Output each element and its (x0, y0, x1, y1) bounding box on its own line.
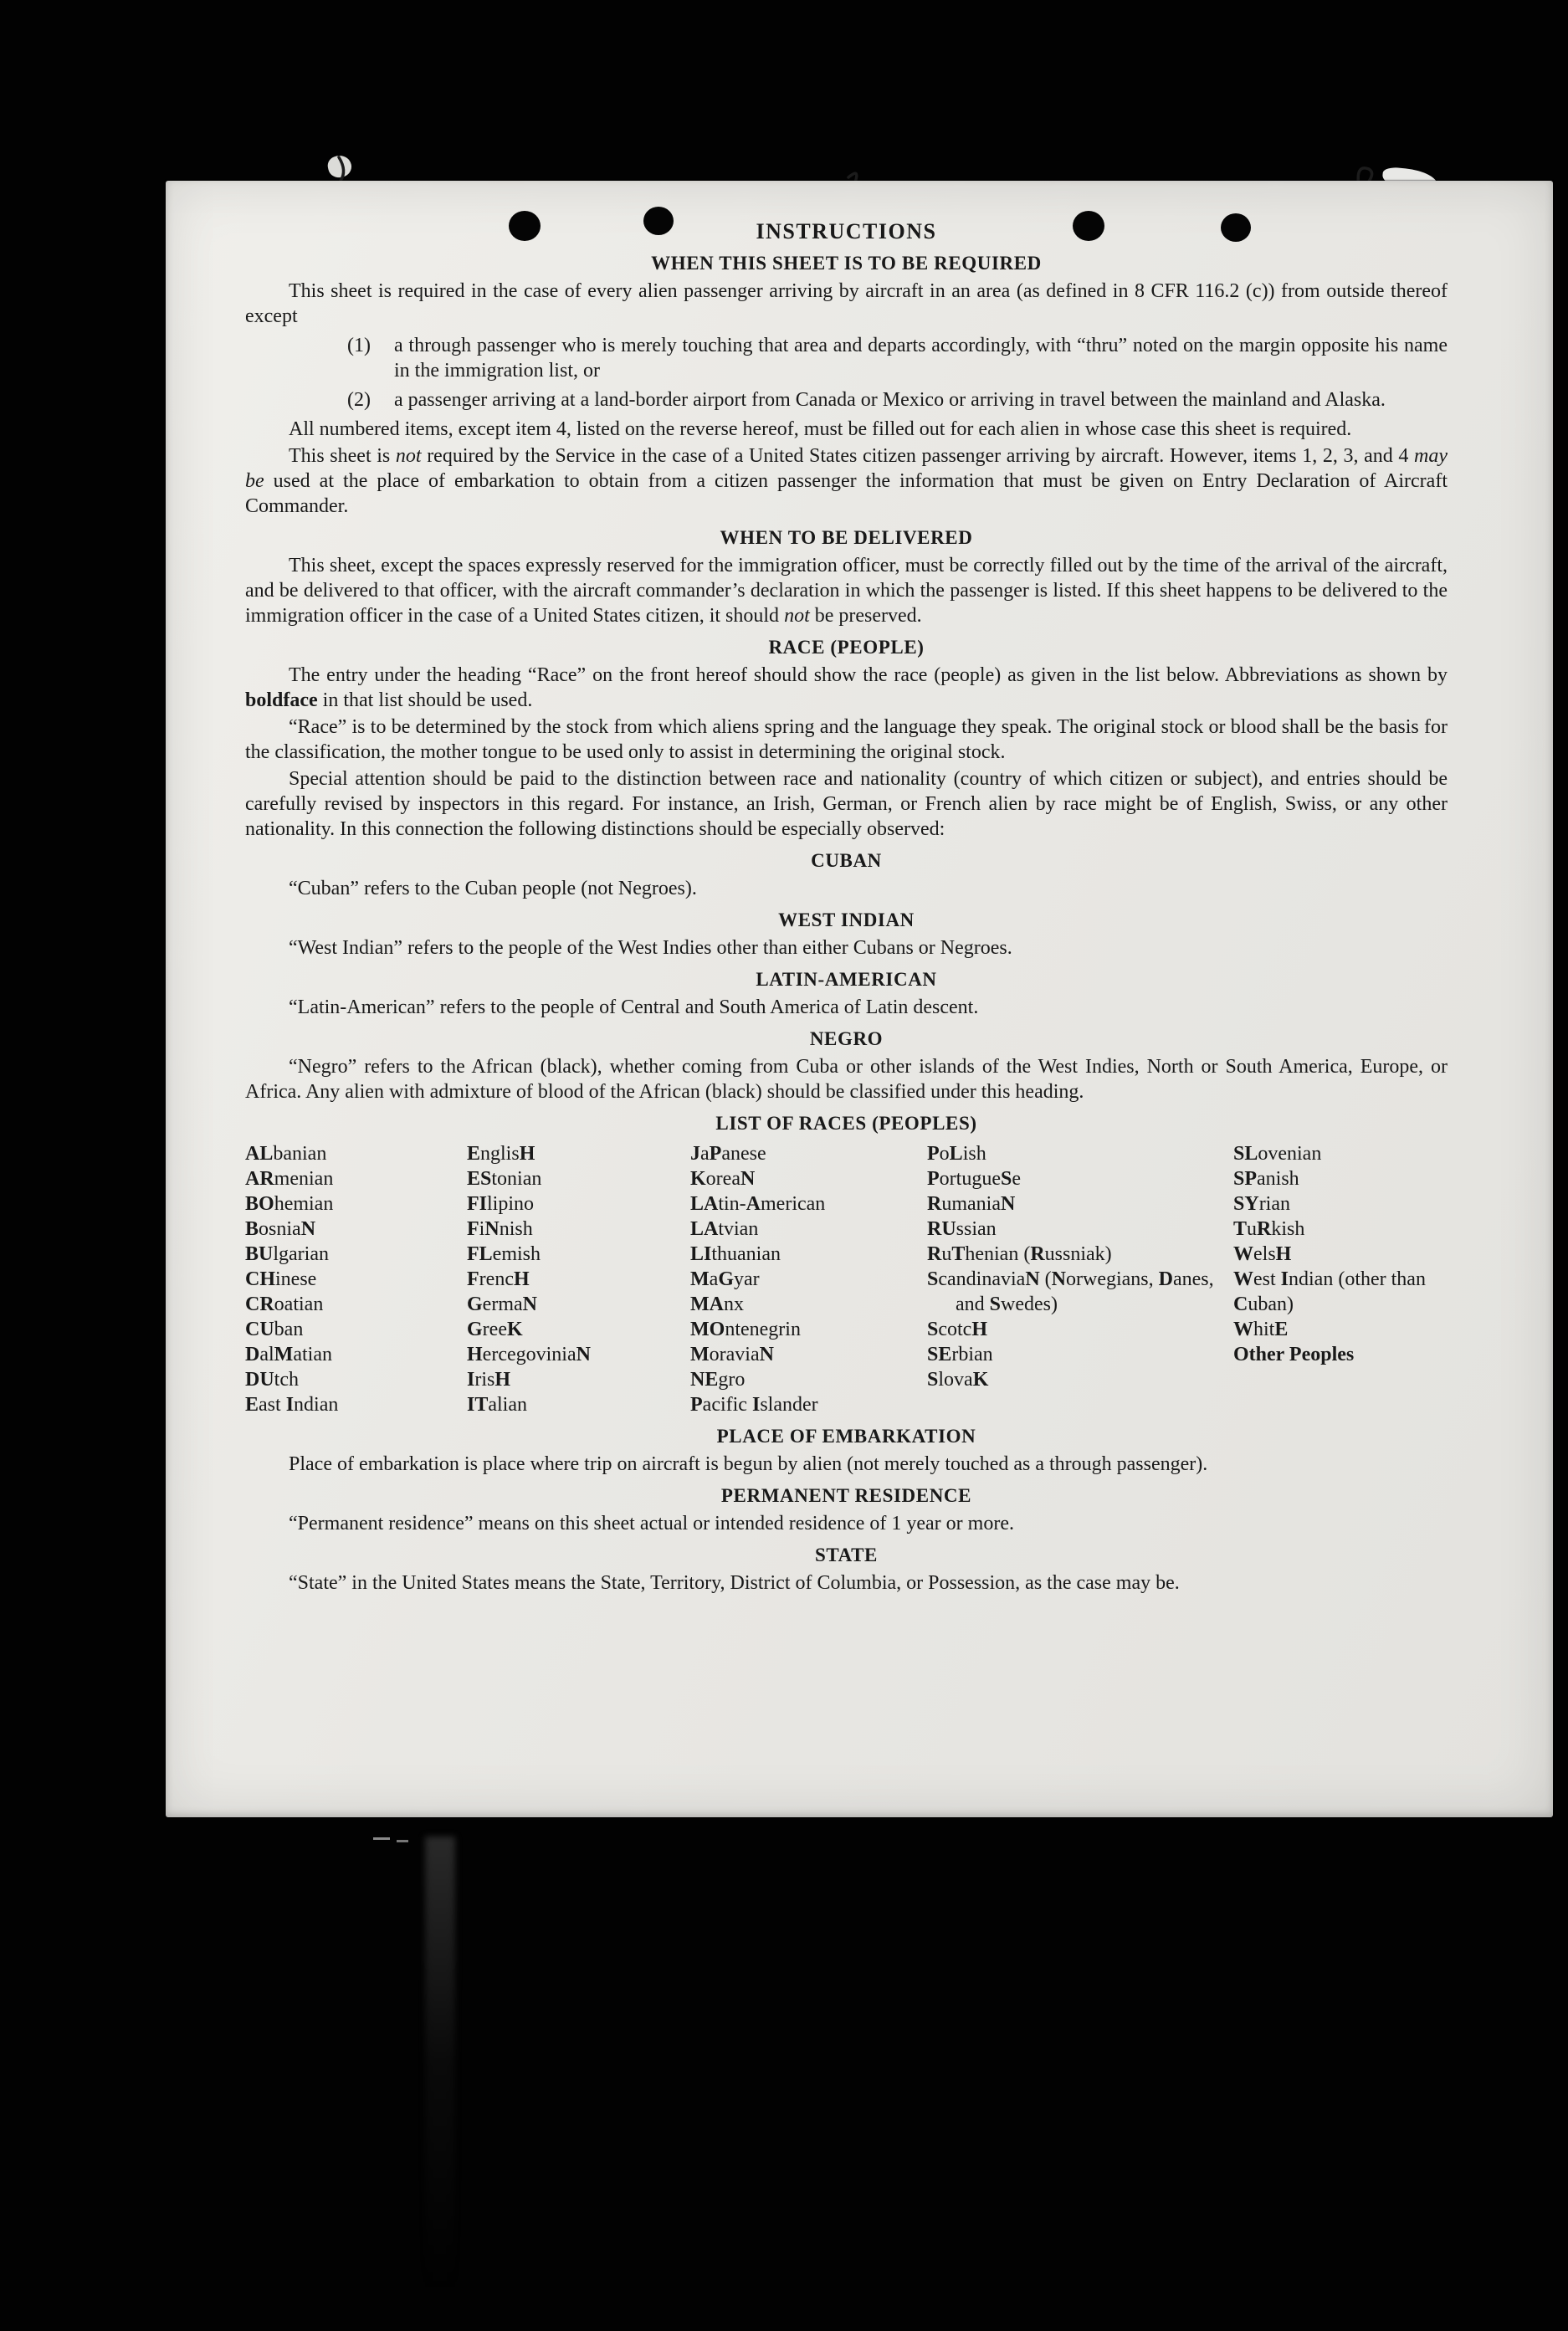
heading-state: STATE (814, 1545, 878, 1565)
paragraph-not-required (245, 443, 1448, 519)
heading-cuban: CUBAN (811, 850, 882, 871)
race-entry: West Indian (other than Cuban) (1233, 1268, 1426, 1315)
paragraph-delivered (245, 553, 1448, 628)
race-entry: ITalian (467, 1394, 527, 1416)
race-entry: RUssian (927, 1218, 997, 1240)
race-entry: SYrian (1233, 1193, 1290, 1215)
race-entry: MaGyar (690, 1268, 760, 1290)
text-run: This sheet, except the spaces expressly reserved for the immigration officer, must be correctly filled out by the time of the arrival of the aircraft, and be delivered to that officer, with the aircraft commander’s declaration in which the passenger is listed. If this sheet happens to be delivered to the immigration officer in the case of a United States citizen, it should (245, 555, 1448, 627)
race-entry: EnglisH (467, 1143, 535, 1165)
item-number: (2) (347, 389, 371, 411)
race-column-5 (1233, 1141, 1448, 1417)
race-entry: PoLish (927, 1143, 986, 1165)
race-entry: BUlgarian (245, 1243, 329, 1265)
race-entry: MOntenegrin (690, 1319, 801, 1340)
race-entry: GreeK (467, 1319, 523, 1340)
race-entry: SLovenian (1233, 1143, 1322, 1165)
race-entry: MAnx (690, 1294, 744, 1315)
race-column-3 (690, 1141, 927, 1417)
paragraph-cuban: “Cuban” refers to the Cuban people (not Negroes). (289, 878, 697, 899)
item-text: a through passenger who is merely touching that area and departs accordingly, with “thru” noted on the margin opposite his name in the immigration list, or (394, 335, 1448, 382)
heading-west-indian: WEST INDIAN (778, 909, 915, 930)
race-entry: MoraviaN (690, 1344, 774, 1365)
paragraph-race-stock: “Race” is to be determined by the stock from which aliens spring and the language they speak. The original stock or blood shall be the basis for the classification, the mother tongue to be used only to assist in determining the original stock. (245, 716, 1448, 763)
race-entry: JaPanese (690, 1143, 766, 1165)
text-run: The entry under the heading “Race” on the front hereof should show the race (people) as given in the list below. Abbreviations as shown by (289, 664, 1448, 686)
text-run: required by the Service in the case of a United States citizen passenger arriving by aircraft. However, items 1, 2, 3, and 4 (421, 445, 1415, 467)
heading-place-of-embarkation: PLACE OF EMBARKATION (716, 1426, 976, 1447)
race-entry: SPanish (1233, 1168, 1299, 1190)
race-entry: ScandinaviaN (Norwegians, Danes, and Swedes) (927, 1268, 1214, 1315)
race-entry: CRoatian (245, 1294, 324, 1315)
paragraph-numbered-items: All numbered items, except item 4, listed on the reverse hereof, must be filled out for each alien in whose case this sheet is required. (289, 418, 1352, 440)
race-column-1 (245, 1141, 467, 1417)
race-entry: Other Peoples (1233, 1344, 1355, 1365)
heading-when-delivered: WHEN TO BE DELIVERED (720, 527, 973, 548)
paragraph-negro: “Negro” refers to the African (black), whether coming from Cuba or other islands of the West Indies, North or South America, Europe, or Africa. Any alien with admixture of blood of the African (black) should be classified under this heading. (245, 1056, 1448, 1103)
race-entry: East Indian (245, 1394, 339, 1416)
heading-negro: NEGRO (809, 1028, 884, 1049)
race-entry: CUban (245, 1319, 304, 1340)
paragraph-race-nationality: Special attention should be paid to the distinction between race and nationality (country of which citizen or subject), and entries should be carefully revised by inspectors in this regard. For instance, an Irish, German, or French alien by race might be of English, Swiss, or any other nationality. In this connection the following distinctions should be especially observed: (245, 768, 1448, 840)
paragraph-west-indian: “West Indian” refers to the people of the West Indies other than either Cubans or Negroes. (289, 937, 1012, 959)
race-entry: HercegoviniaN (467, 1344, 591, 1365)
race-entry: IrisH (467, 1369, 511, 1391)
race-entry: ScotcH (927, 1319, 988, 1340)
race-entry: FrencH (467, 1268, 530, 1290)
text-run-italic: not (395, 445, 422, 467)
race-entry: BosniaN (245, 1218, 316, 1240)
race-entry: LAtvian (690, 1218, 759, 1240)
race-entry: SlovaK (927, 1369, 989, 1391)
text-run-italic: not (784, 605, 810, 627)
numbered-item-2 (347, 387, 1448, 412)
race-entry: EStonian (467, 1168, 542, 1190)
heading-race-people: RACE (PEOPLE) (768, 637, 925, 658)
scan-mark (397, 1840, 408, 1842)
race-entry: TuRkish (1233, 1218, 1305, 1240)
paragraph-embarkation: Place of embarkation is place where trip on aircraft is begun by alien (not merely touched as a through passenger). (289, 1453, 1208, 1475)
race-entry: FiNnish (467, 1218, 533, 1240)
race-entry: KoreaN (690, 1168, 756, 1190)
text-run-italic: may be (245, 445, 1448, 492)
race-entry: CHinese (245, 1268, 317, 1290)
paragraph-state: “State” in the United States means the State, Territory, District of Columbia, or Possession, as the case may be. (289, 1572, 1180, 1594)
race-entry: FIlipino (467, 1193, 535, 1215)
race-entry: RuThenian (Russniak) (927, 1243, 1112, 1265)
heading-when-required: WHEN THIS SHEET IS TO BE REQUIRED (651, 253, 1042, 274)
race-column-4 (927, 1141, 1233, 1417)
race-entry: GermaN (467, 1294, 537, 1315)
text-run: be preserved. (809, 605, 922, 627)
document-page (166, 181, 1553, 1817)
paragraph-race-entry (245, 663, 1448, 713)
race-entry: ARmenian (245, 1168, 334, 1190)
race-list (245, 1141, 1448, 1417)
item-text: a passenger arriving at a land-border airport from Canada or Mexico or arriving in travel between the mainland and Alaska. (394, 389, 1386, 411)
race-entry: LIthuanian (690, 1243, 781, 1265)
scan-smudge (425, 1837, 455, 2288)
race-entry: DUtch (245, 1369, 299, 1391)
document-content (166, 181, 1553, 1817)
race-entry: BOhemian (245, 1193, 334, 1215)
numbered-item-1 (347, 333, 1448, 383)
text-run: used at the place of embarkation to obtain from a citizen passenger the information that must be given on Entry Declaration of Aircraft Commander. (245, 470, 1448, 517)
race-column-2 (467, 1141, 690, 1417)
heading-permanent-residence: PERMANENT RESIDENCE (720, 1485, 972, 1506)
race-entry: SErbian (927, 1344, 993, 1365)
race-entry: WhitE (1233, 1319, 1289, 1340)
race-entry: WelsH (1233, 1243, 1292, 1265)
scan-mark (373, 1837, 390, 1840)
race-entry: PortugueSe (927, 1168, 1021, 1190)
race-entry: NEgro (690, 1369, 746, 1391)
race-entry: FLemish (467, 1243, 541, 1265)
tape-speck (326, 153, 354, 179)
text-run-bold: boldface (245, 689, 318, 711)
text-run: in that list should be used. (317, 689, 533, 711)
heading-list-of-races: LIST OF RACES (PEOPLES) (715, 1113, 977, 1134)
heading-latin-american: LATIN-AMERICAN (756, 969, 937, 990)
race-entry: RumaniaN (927, 1193, 1016, 1215)
race-entry: ALbanian (245, 1143, 327, 1165)
doc-title: INSTRUCTIONS (756, 219, 937, 243)
paragraph-required-intro: This sheet is required in the case of every alien passenger arriving by aircraft in an area (as defined in 8 CFR 116.2 (c)) from outside thereof except (245, 280, 1448, 327)
race-entry: Pacific Islander (690, 1394, 818, 1416)
item-number: (1) (347, 335, 371, 356)
race-entry: DalMatian (245, 1344, 332, 1365)
paragraph-latin-american: “Latin-American” refers to the people of Central and South America of Latin descent. (289, 996, 979, 1018)
text-run: This sheet is (289, 445, 396, 467)
race-entry: LAtin-American (690, 1193, 826, 1215)
paragraph-residence: “Permanent residence” means on this sheet actual or intended residence of 1 year or more. (289, 1513, 1014, 1534)
